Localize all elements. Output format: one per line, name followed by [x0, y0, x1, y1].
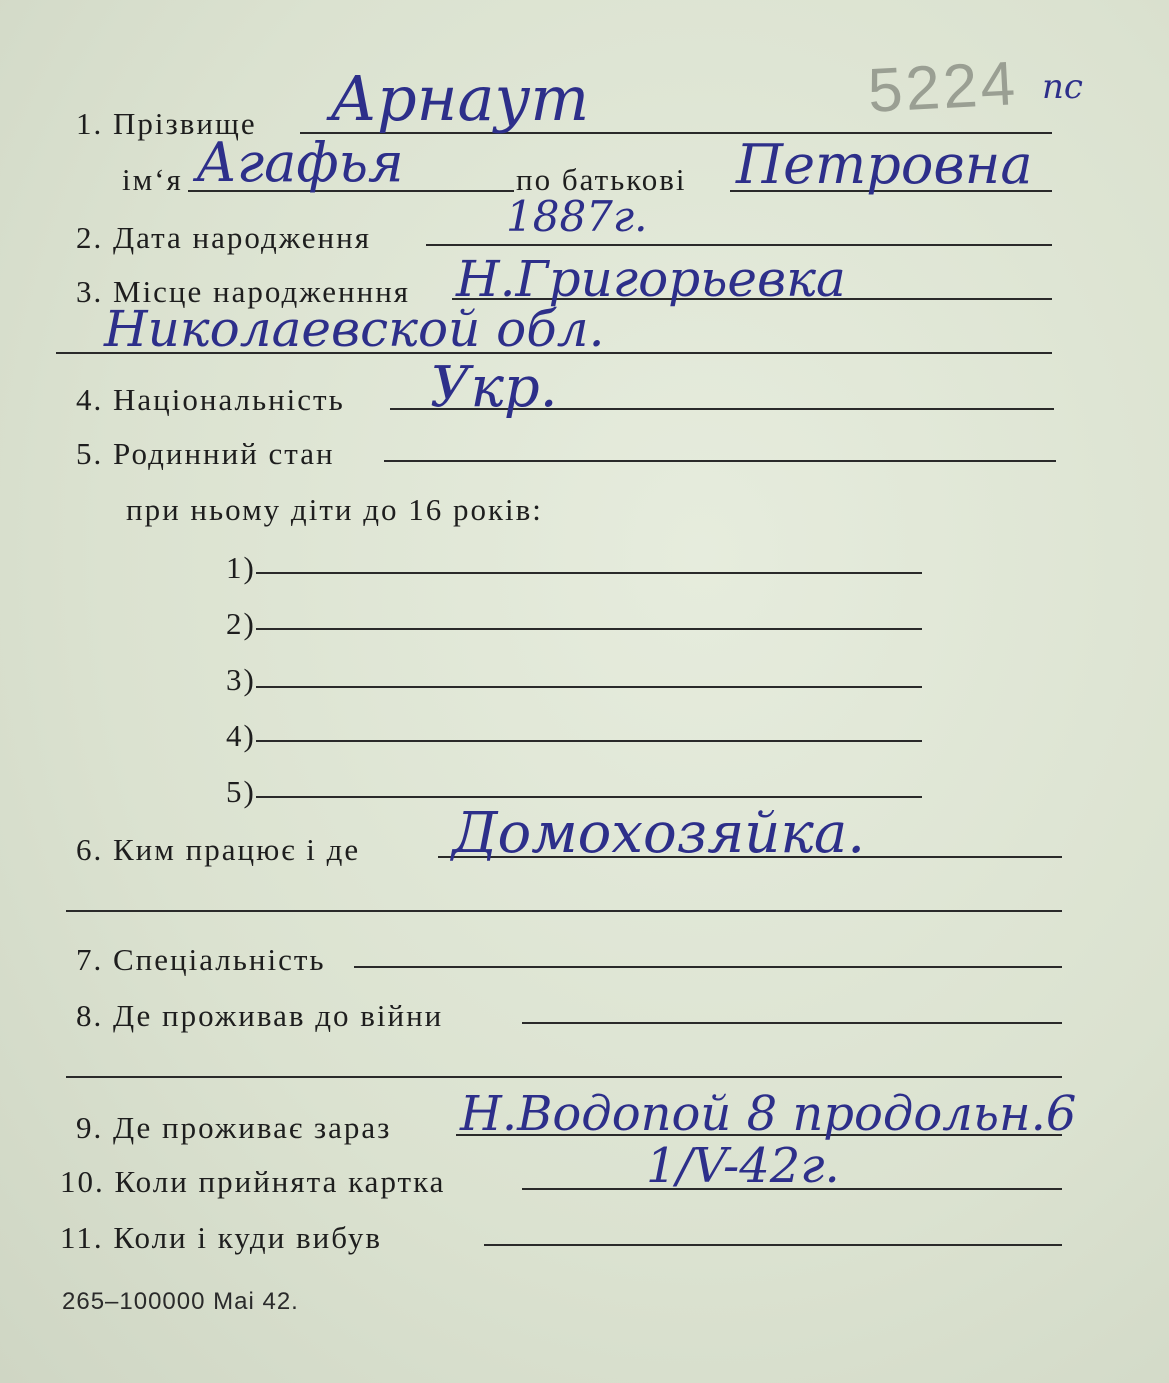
- departure-line: [484, 1244, 1062, 1246]
- child-slot-label: 2): [226, 606, 256, 641]
- nationality-label: 4. Національність: [76, 382, 345, 417]
- birthdate-value: 1887г.: [506, 192, 648, 241]
- name-value: Агафья: [196, 131, 404, 194]
- birthdate-line: [426, 244, 1052, 246]
- surname-label: 1. Прізвище: [76, 106, 257, 141]
- child-slot-line: [256, 572, 922, 574]
- patronymic-value: Петровна: [736, 133, 1033, 196]
- birthplace-value-line1: Н.Григорьевка: [456, 250, 846, 308]
- card-number-stamp: 5224: [866, 49, 1020, 126]
- print-run-code: 265–100000 Mai 42.: [62, 1288, 299, 1315]
- birthdate-label: 2. Дата народження: [76, 220, 371, 255]
- birthplace-value-line2: Николаевской обл.: [104, 300, 605, 358]
- work-line-2: [66, 910, 1062, 912]
- current-residence-label: 9. Де проживає зараз: [76, 1110, 392, 1145]
- specialty-line: [354, 966, 1062, 968]
- card-accepted-label: 10. Коли прийнята картка: [60, 1164, 446, 1199]
- prewar-residence-line-2: [66, 1076, 1062, 1078]
- surname-value: Арнаут: [330, 62, 590, 135]
- child-slot-line: [256, 796, 922, 798]
- nationality-value: Укр.: [430, 355, 558, 420]
- birthplace-label: 3. Місце народженння: [76, 274, 411, 309]
- work-value: Домохозяйка.: [452, 801, 865, 866]
- family-status-line: [384, 460, 1056, 462]
- child-slot-label: 4): [226, 718, 256, 753]
- specialty-label: 7. Спеціальність: [76, 942, 326, 977]
- prewar-residence-label: 8. Де проживав до війни: [76, 998, 444, 1033]
- card-number-suffix: пс: [1042, 67, 1083, 107]
- family-status-label: 5. Родинний стан: [76, 436, 335, 471]
- current-residence-value: Н.Водопой 8 продольн.6: [460, 1086, 1077, 1142]
- patronymic-label: по батькові: [516, 162, 687, 197]
- child-slot-label: 5): [226, 774, 256, 809]
- name-label: ім‘я: [122, 162, 183, 197]
- work-label: 6. Ким працює і де: [76, 832, 361, 867]
- card-accepted-value: 1/V-42г.: [646, 1138, 840, 1194]
- children-label: при ньому діти до 16 років:: [126, 492, 543, 527]
- child-slot-line: [256, 740, 922, 742]
- prewar-residence-line: [522, 1022, 1062, 1024]
- child-slot-label: 1): [226, 550, 256, 585]
- child-slot-label: 3): [226, 662, 256, 697]
- child-slot-line: [256, 686, 922, 688]
- child-slot-line: [256, 628, 922, 630]
- departure-label: 11. Коли і куди вибув: [60, 1220, 382, 1255]
